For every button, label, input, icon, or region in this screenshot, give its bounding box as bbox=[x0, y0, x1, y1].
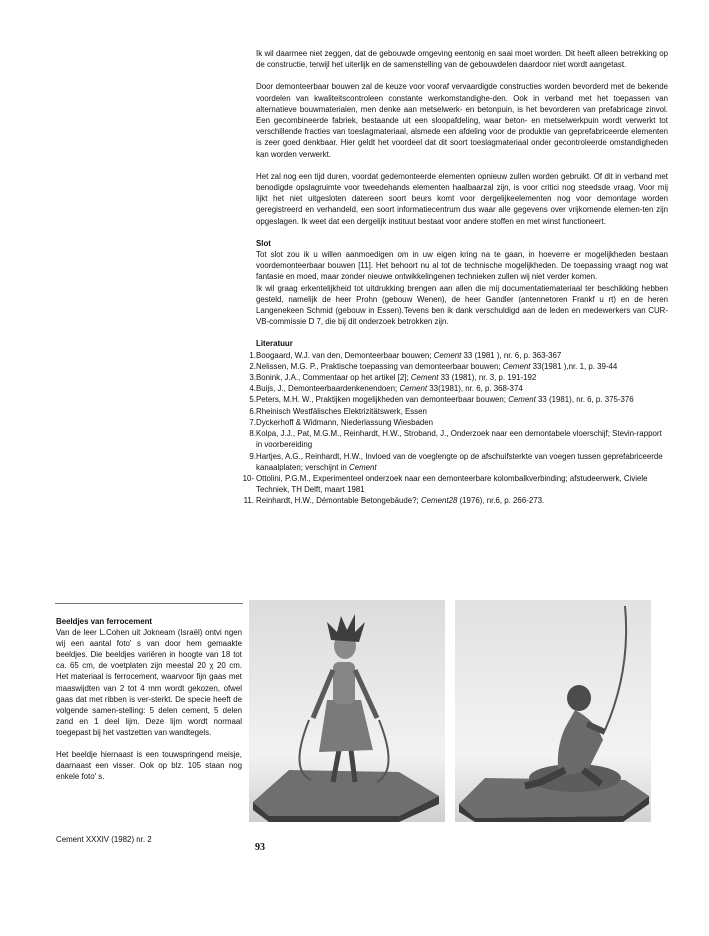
reference-item: 4. Buijs, J., Demonteerbaardenkenendoen; Cement 33(1981), nr. 6, p. 368-374 bbox=[249, 384, 523, 394]
page-number: 93 bbox=[255, 842, 265, 853]
reference-item: 11. Reinhardt, H.W., Démontable Betongebäude?; Cement28 (1976), nr.6, p. 266-273. bbox=[243, 496, 545, 506]
paragraph-3: Het zal nog een tijd duren, voordat gedemonteerde elementen opnieuw zullen worden gebruikt. Of dit in verband met benodigde opslagruimte voor tweedehands elementen haalbaarzal zijn, is voor critici nog steedsde vraag. Voor mij lijkt het niet uitgesloten datereen soort beurs komt voor dergelijkeelementen nog voor demontage worden geregistreerd en verhandeld, een soort informatiecentrum dus waar alle gegevens over vrijkomende elemen-ten zijn opgeslagen. Ik weet dat een dergelijk instituut bestaat voor andere stoffen en met winst functioneert. bbox=[256, 171, 668, 226]
reference-item: 7. Dyckerhoff & Widmann, Niederlassung Wiesbaden bbox=[249, 417, 434, 427]
reference-list bbox=[242, 350, 668, 507]
article-body bbox=[242, 48, 668, 507]
slot-paragraph-1: Tot slot zou ik u willen aanmoedigen om in uw eigen kring na te gaan, in hoeverre er mogelijkheden bestaan voordemonteerbaar bouwen [11]. Het behoort nu al tot de technische mogelijkheden. De toepassing vraagt nog wat fantasie en moed, maar zonder nieuwe ontwikkelingenen technieken zullen wij niet verder komen. bbox=[256, 250, 668, 282]
sidebar-heading: Beeldjes van ferrocement bbox=[56, 617, 153, 626]
paragraph-1: Ik wil daarmee niet zeggen, dat de gebouwde omgeving eentonig en saai moet worden. Dit heeft alleen betrekking op de constructie, terwijl het uiterlijk en de samenstelling van de gebouwdelen daardoor niet wordt aangetast. bbox=[256, 49, 668, 70]
reference-item: 3. Bonink, J.A., Commentaar op het artikel [2]; Cement 33 (1981), nr. 3, p. 191-192 bbox=[249, 373, 537, 383]
reference-item: 1. Boogaard, W.J. van den, Demonteerbaar bouwen; Cement 33 (1981 ), nr. 6, p. 363-367 bbox=[249, 350, 562, 360]
photo-rope-skipping-girl bbox=[249, 600, 445, 822]
reference-item: 5. Peters, M.H. W., Praktijken mogelijkheden van demonteerbaar bouwen; Cement 33 (1981), nr. 6, p. 375-376 bbox=[249, 395, 634, 405]
sidebar-article bbox=[56, 616, 242, 793]
paragraph-2: Door demonteerbaar bouwen zal de keuze voor vooraf vervaardigde constructies worden bevorderd met de bekende voordelen van kwaliteitscontroleen constante werkomstandighe-den. Ook in verband met het toepassen van alternatieve bouwmaterialen, men denke aan metselwerk- en betonpuin, is het bevorderen van prefabricage zinvol. Een gecombineerde fabriek, bestaande uit een sloopafdeling, waar beton- en metselwerkpuin wordt verwerkt tot verschillende fracties van toeslagmateriaal, alsmede een afdeling voor de produktie van geprefabriceerde elementen is zeer goed denkbaar. Hier geldt het voordeel dat dit soort toeslagmateriaal onder gecontroleerde omstandigheden kan worden verwerkt. bbox=[256, 82, 668, 159]
sidebar-paragraph-1: Van de leer L.Cohen uit Jokneam (Israël) ontvi ngen wij een aantal foto' s van door hem gemaakte beeldjes. Die beeldjes variëren in hoogte van 18 tot ca. 65 cm, de voetplaten zijn meestal 20 χ 20 cm. Het materiaal is ferrocement, waarvoor fijn gaas met maaswijdten van 2 tot 4 mm wordt gekozen, ofwel gaas dat met ribben is ver-sterkt. De specie heeft de volgende samen-stelling: 5 delen cement, 5 delen zand en 1 deel lijm. Deze lijm wordt normaal toegepast bij het vastzetten van wandtegels. bbox=[56, 628, 242, 737]
reference-item: 10- Ottolini, P.G.M., Experimenteel onderzoek naar een demonteerbare kolombalkverbinding; afstudeerwerk, Civiele Techniek, TH Delft, maart 1981 bbox=[242, 473, 648, 495]
reference-item: 9. Hartjes, A.G., Reinhardt, H.W., Invloed van de voeglengte op de afschuifsterkte van voegen tussen geprefabriceerde kanaalplaten; verschijnt in Cement bbox=[249, 451, 663, 472]
journal-citation: Cement XXXIV (1982) nr. 2 bbox=[56, 835, 152, 844]
section-heading-slot: Slot bbox=[256, 238, 271, 248]
sidebar-paragraph-2: Het beeldje hiernaast is een touwspringend meisje, daarnaast een visser. Ook op blz. 105 staan nog enkele foto' s. bbox=[56, 750, 242, 782]
reference-item: 2. Nelissen, M.G. P., Praktische toepassing van demonteerbaar bouwen; Cement 33(1981 ),nr. 1, p. 39-44 bbox=[249, 361, 618, 371]
section-heading-literatuur: Literatuur bbox=[256, 339, 293, 349]
reference-item: 8. Kolpa, J.J., Pat, M.G.M., Reinhardt, H.W., Stroband, J., Onderzoek naar een demontabele vloerschijf; Stevin-rapport in voorbereiding bbox=[249, 429, 662, 450]
sidebar-divider bbox=[55, 603, 243, 604]
photo-fisherman bbox=[455, 600, 651, 822]
sculpture-fisherman-image bbox=[455, 600, 651, 822]
slot-paragraph-2: Ik wil graag erkentelijkheid tot uitdrukking brengen aan allen die mij documentatiemateriaal ter beschikking hebben gesteld, namelijk de heer Prohn (gebouw Wenen), de heer Gandler (antennetoren Frankf u rt) en de heren Langenekeen Schmid (gebouw in Essen).Tevens ben ik dank verschuldigd aan de leden en medewerkers van CUR-VB-commissie D 7, die bij dit onderzoek betrokken zijn. bbox=[256, 283, 668, 327]
reference-item: 6. Rheinisch Westfälisches Elektrizitätswerk, Essen bbox=[249, 406, 427, 416]
sculpture-girl-image bbox=[249, 600, 445, 822]
